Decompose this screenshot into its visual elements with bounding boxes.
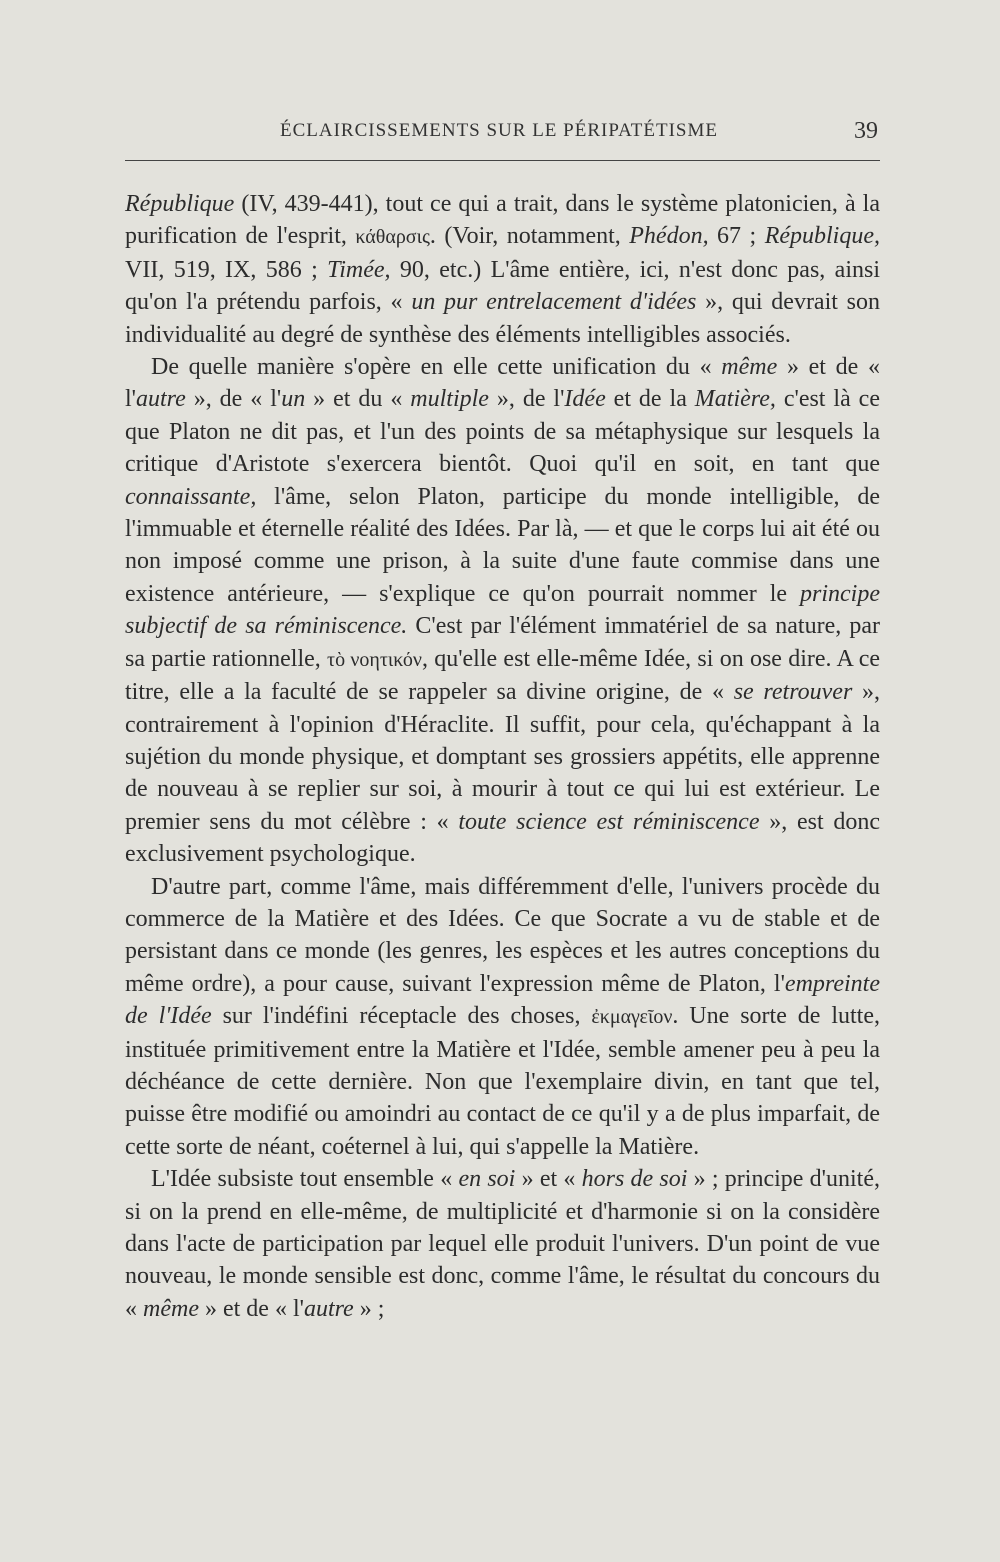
text-run: (IV, 439-441), tout ce qui a trait, dans le système platonicien, à la purification de l'esprit, — [125, 191, 880, 250]
text-run: », contrairement à l'opinion d'Héraclite. Il suffit, pour cela, qu'échappant à la sujétion du monde physique, et domptant ses grossiers appétits, elle apprenne de nouveau à se replier sur soi, à mourir à tout ce qui lui est extérieur. Le premier sens du mot célèbre : « — [125, 679, 881, 835]
text-run: », de l' — [488, 386, 565, 413]
paragraph — [125, 188, 880, 351]
text-run: 67 ; — [708, 223, 765, 250]
text-run: VII, 519, IX, 586 ; — [125, 256, 328, 283]
text-run: » et de « l' — [125, 354, 880, 413]
text-run: » et « — [515, 1166, 582, 1193]
italic-phrase: connaissante, — [125, 483, 257, 510]
italic-phrase: en soi — [458, 1166, 516, 1193]
italic-phrase: principe subjectif de sa réminiscence. — [125, 580, 880, 640]
greek-term: κάθαρσις — [355, 226, 430, 249]
italic-phrase: Idée — [564, 386, 606, 413]
italic-phrase: République, — [764, 223, 880, 250]
text-run: c'est là ce que Platon ne dit pas, et l'un des points de sa métaphysique sur lesquels la critique d'Aristote s'exercera bientôt. Quoi qu'il en soit, en tant que — [125, 386, 880, 478]
text-run: l'âme, selon Platon, participe du monde intelligible, de l'immuable et éternelle réalité des Idées. Par là, — et que le corps lui ait été ou non imposé comme une prison, à la suite d'une faute commise dans une existence antérieure, — s'explique ce qu'on pourrait nommer le — [125, 483, 880, 607]
text-run: » ; — [353, 1295, 385, 1322]
body-text — [125, 188, 880, 1325]
text-run: De quelle manière s'opère en elle cette unification du « — [151, 354, 722, 381]
italic-phrase: autre — [303, 1295, 354, 1322]
italic-phrase: Matière, — [694, 386, 776, 413]
italic-phrase: empreinte de l'Idée — [125, 970, 880, 1030]
italic-phrase: République — [125, 191, 235, 217]
running-title: ÉCLAIRCISSEMENTS SUR LE PÉRIPATÉTISME — [280, 120, 718, 141]
paragraph — [125, 1163, 880, 1325]
italic-phrase: même — [143, 1295, 199, 1322]
italic-phrase: Phédon, — [629, 223, 709, 250]
text-run: » et de « l' — [198, 1295, 304, 1322]
text-run: D'autre part, comme l'âme, mais différemment d'elle, l'univers procède du commerce de la Matière et des Idées. Ce que Socrate a vu de stable et de persistant dans ce monde (les genres, les espèces et les autres conceptions du même ordre), a pour cause, suivant l'expression même de Platon, l' — [125, 873, 880, 997]
greek-term: ἐκμαγεῖον — [591, 1006, 673, 1029]
italic-phrase: Timée, — [327, 256, 391, 283]
text-run: et de la — [605, 386, 695, 413]
text-run: » et du « — [305, 386, 411, 413]
text-run: », qui devrait son individualité au degré de synthèse des éléments intelligibles associés. — [125, 289, 881, 348]
text-run: sur l'indéfini réceptacle des choses, — [211, 1003, 592, 1030]
text-run: . (Voir, notamment, — [429, 223, 630, 250]
text-run: », est donc exclusivement psychologique. — [125, 808, 881, 868]
italic-phrase: un pur entrelacement d'idées — [411, 289, 697, 316]
text-run: C'est par l'élément immatériel de sa nature, par sa partie rationnelle, — [125, 613, 880, 672]
greek-term: τὸ νοητικόν — [327, 648, 422, 671]
text-run: . Une sorte de lutte, instituée primitivement entre la Matière et l'Idée, semble amener peu à peu la déchéance de cette dernière. Non que l'exemplaire divin, en tant que tel, puisse être modifié ou amoindri au contact de ce qu'il y a de plus imparfait, de cette sorte de néant, coéternel à lui, qui s'appelle la Matière. — [125, 1003, 880, 1160]
italic-phrase: toute science est réminiscence — [458, 808, 760, 835]
italic-phrase: hors de soi — [581, 1166, 688, 1193]
italic-phrase: même — [721, 354, 778, 381]
italic-phrase: multiple — [410, 386, 489, 413]
page-header — [125, 118, 880, 154]
text-run: » ; principe d'unité, si on la prend en elle-même, de multiplicité et d'harmonie si on la considère dans l'acte de participation par lequel elle produit l'univers. D'un point de vue nouveau, le monde sensible est donc, comme l'âme, le résultat du concours du « — [125, 1166, 880, 1322]
text-run: », de « l' — [185, 386, 282, 413]
paragraph — [125, 351, 880, 871]
paragraph — [125, 871, 880, 1164]
header-rule — [125, 160, 880, 161]
italic-phrase: se retrouver — [733, 679, 853, 706]
text-run: L'Idée subsiste tout ensemble « — [151, 1166, 459, 1193]
text-run: 90, etc.) L'âme entière, ici, n'est donc pas, ainsi qu'on l'a prétendu parfois, « — [125, 256, 880, 316]
page-number: 39 — [854, 118, 878, 144]
text-run: , qu'elle est elle-même Idée, si on ose dire. A ce titre, elle a la faculté de se rappeler sa divine origine, de « — [125, 645, 881, 706]
italic-phrase: un — [281, 386, 306, 413]
italic-phrase: autre — [136, 386, 186, 413]
